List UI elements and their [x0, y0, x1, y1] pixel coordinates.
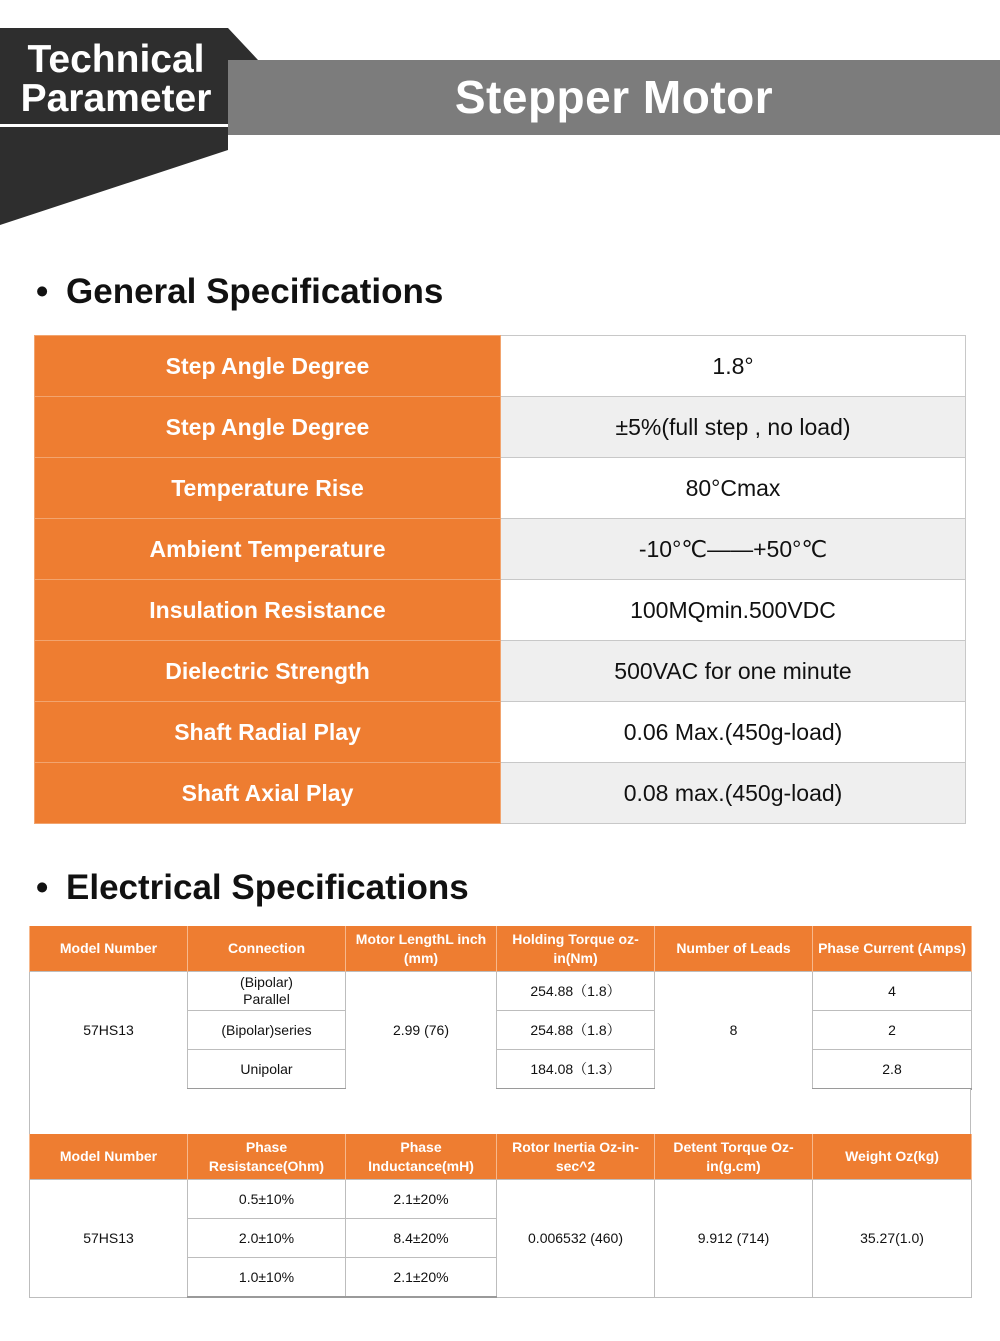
phase-inductance-cell: 2.1±20% [346, 1258, 497, 1298]
table-row [35, 641, 966, 702]
electrical-table-1 [29, 926, 972, 1090]
electrical-heading-text: Electrical Specifications [66, 868, 469, 907]
spec-label: Shaft Radial Play [35, 702, 501, 763]
spec-label: Step Angle Degree [35, 397, 501, 458]
spec-value: 0.08 max.(450g-load) [501, 763, 966, 824]
bullet-icon: • [36, 272, 49, 311]
column-header: Rotor Inertia Oz-in-sec^2 [497, 1134, 655, 1180]
column-header: Detent Torque Oz-in(g.cm) [655, 1134, 813, 1180]
holding-torque-cell: 254.88（1.8） [497, 1011, 655, 1050]
table-row [35, 336, 966, 397]
phase-inductance-cell: 8.4±20% [346, 1219, 497, 1258]
phase-resistance-cell: 0.5±10% [188, 1180, 346, 1219]
technical-parameter-badge [12, 40, 220, 118]
spec-value: ±5%(full step , no load) [501, 397, 966, 458]
holding-torque-cell: 184.08（1.3） [497, 1050, 655, 1090]
table-row [35, 397, 966, 458]
electrical-specifications-heading [36, 868, 469, 908]
spec-value: 1.8° [501, 336, 966, 397]
bullet-icon: • [36, 868, 49, 907]
spec-value: 500VAC for one minute [501, 641, 966, 702]
spec-value: 100MQmin.500VDC [501, 580, 966, 641]
table-header-row [30, 1134, 972, 1180]
connection-cell: (Bipolar)series [188, 1011, 346, 1050]
column-header: Phase Resistance(Ohm) [188, 1134, 346, 1180]
model-number-cell: 57HS13 [30, 972, 188, 1090]
badge-line-2: Parameter [20, 77, 212, 120]
table-row [30, 972, 972, 1011]
table-row [35, 702, 966, 763]
table-spacer [29, 1089, 971, 1134]
table-row [30, 1180, 972, 1219]
electrical-table-2 [29, 1134, 972, 1298]
phase-inductance-cell: 2.1±20% [346, 1180, 497, 1219]
column-header: Model Number [30, 1134, 188, 1180]
table-header-row [30, 926, 972, 972]
table-row [35, 580, 966, 641]
column-header: Holding Torque oz-in(Nm) [497, 926, 655, 972]
spec-value: -10°℃——+50°℃ [501, 519, 966, 580]
spec-label: Step Angle Degree [35, 336, 501, 397]
holding-torque-cell: 254.88（1.8） [497, 972, 655, 1011]
number-of-leads-cell: 8 [655, 972, 813, 1090]
column-header: Weight Oz(kg) [813, 1134, 972, 1180]
connection-cell: Unipolar [188, 1050, 346, 1090]
connection-cell [188, 972, 346, 1011]
column-header: Connection [188, 926, 346, 972]
table-row [35, 519, 966, 580]
connection-line: (Bipolar) [240, 974, 293, 990]
spec-label: Temperature Rise [35, 458, 501, 519]
spec-label: Ambient Temperature [35, 519, 501, 580]
spec-label: Insulation Resistance [35, 580, 501, 641]
spec-value: 0.06 Max.(450g-load) [501, 702, 966, 763]
phase-resistance-cell: 2.0±10% [188, 1219, 346, 1258]
title-bar [228, 60, 1000, 135]
phase-resistance-cell: 1.0±10% [188, 1258, 346, 1298]
motor-length-cell: 2.99 (76) [346, 972, 497, 1090]
page-title: Stepper Motor [454, 71, 774, 123]
table-row [35, 763, 966, 824]
rotor-inertia-cell: 0.006532 (460) [497, 1180, 655, 1298]
badge-underline [0, 124, 228, 127]
spec-label: Dielectric Strength [35, 641, 501, 702]
phase-current-cell: 4 [813, 972, 972, 1011]
general-specs-table [34, 335, 966, 824]
model-number-cell: 57HS13 [30, 1180, 188, 1298]
general-specifications-heading [36, 272, 443, 312]
weight-cell: 35.27(1.0) [813, 1180, 972, 1298]
column-header: Phase Inductance(mH) [346, 1134, 497, 1180]
connection-line: Parallel [243, 991, 290, 1007]
spec-value: 80°Cmax [501, 458, 966, 519]
column-header: Number of Leads [655, 926, 813, 972]
spec-label: Shaft Axial Play [35, 763, 501, 824]
column-header: Model Number [30, 926, 188, 972]
badge-line-1: Technical [27, 38, 205, 81]
column-header: Phase Current (Amps) [813, 926, 972, 972]
column-header: Motor LengthL inch (mm) [346, 926, 497, 972]
table-row [35, 458, 966, 519]
general-heading-text: General Specifications [66, 272, 444, 311]
detent-torque-cell: 9.912 (714) [655, 1180, 813, 1298]
phase-current-cell: 2 [813, 1011, 972, 1050]
phase-current-cell: 2.8 [813, 1050, 972, 1090]
